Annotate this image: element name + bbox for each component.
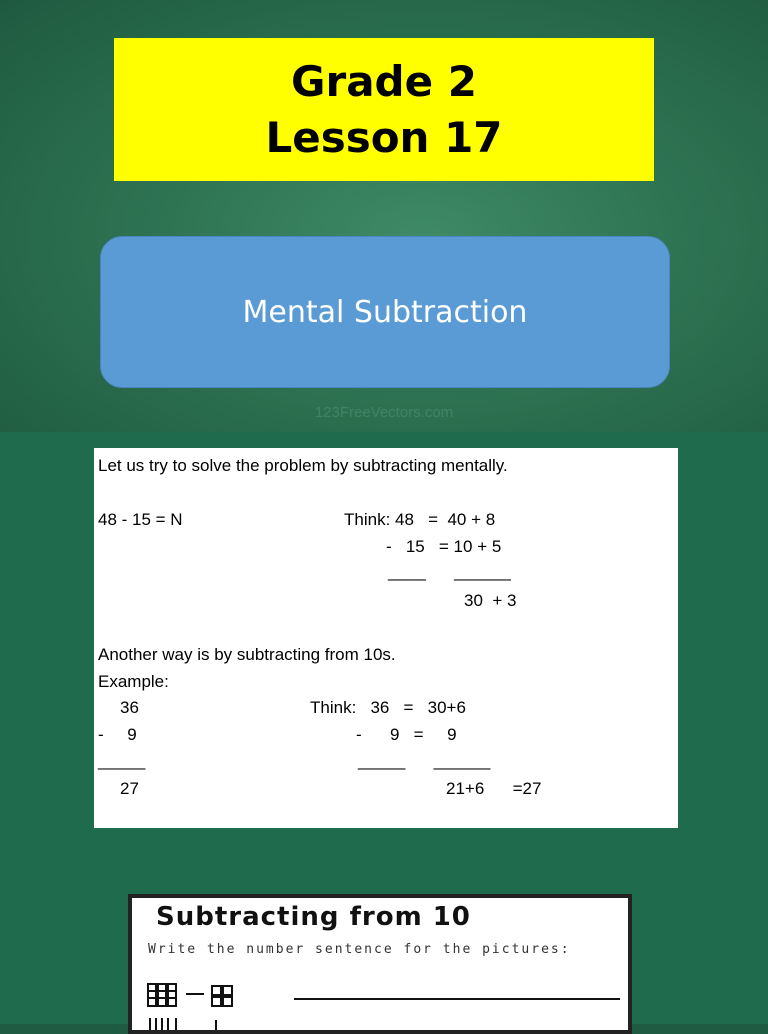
- intro-text: Let us try to solve the problem by subtracting mentally.: [98, 456, 508, 475]
- title-box: [114, 38, 654, 181]
- title-lesson: Lesson 17: [265, 112, 503, 162]
- think-result: 30 + 3: [464, 591, 517, 610]
- worksheet-instructions: Write the number sentence for the pictures:: [148, 942, 571, 957]
- think-underline: ____ ______: [388, 562, 511, 581]
- worksheet-slide: [0, 866, 768, 1024]
- example-think-1: Think: 36 = 30+6: [310, 698, 466, 717]
- example-minuend: 36: [120, 698, 139, 717]
- explanation-slide: [0, 432, 768, 866]
- example-label: Example:: [98, 672, 169, 691]
- problem-equation: 48 - 15 = N: [98, 510, 183, 529]
- think-line-1: Think: 48 = 40 + 8: [344, 510, 496, 529]
- example-underline: _____: [98, 751, 146, 770]
- example-think-2: - 9 = 9: [356, 725, 457, 744]
- another-way-text: Another way is by subtracting from 10s.: [98, 645, 396, 664]
- base-ten-blocks-icon: [146, 982, 266, 1034]
- example-think-underline: _____ ______: [358, 751, 491, 770]
- watermark: 123FreeVectors.com: [314, 404, 454, 421]
- worksheet-title: Subtracting from 10: [156, 902, 471, 932]
- explanation-card: [94, 448, 678, 828]
- example-answer: 27: [120, 779, 139, 798]
- title-grade: Grade 2: [291, 56, 477, 106]
- subtitle-box: [100, 236, 670, 388]
- example-subtrahend: - 9: [98, 725, 137, 744]
- think-line-2: - 15 = 10 + 5: [386, 537, 502, 556]
- title-slide: [0, 0, 768, 432]
- answer-line: [294, 998, 620, 1000]
- example-think-result: 21+6 =27: [446, 779, 542, 798]
- subtitle-text: Mental Subtraction: [242, 294, 528, 330]
- worksheet-image: [128, 894, 632, 1034]
